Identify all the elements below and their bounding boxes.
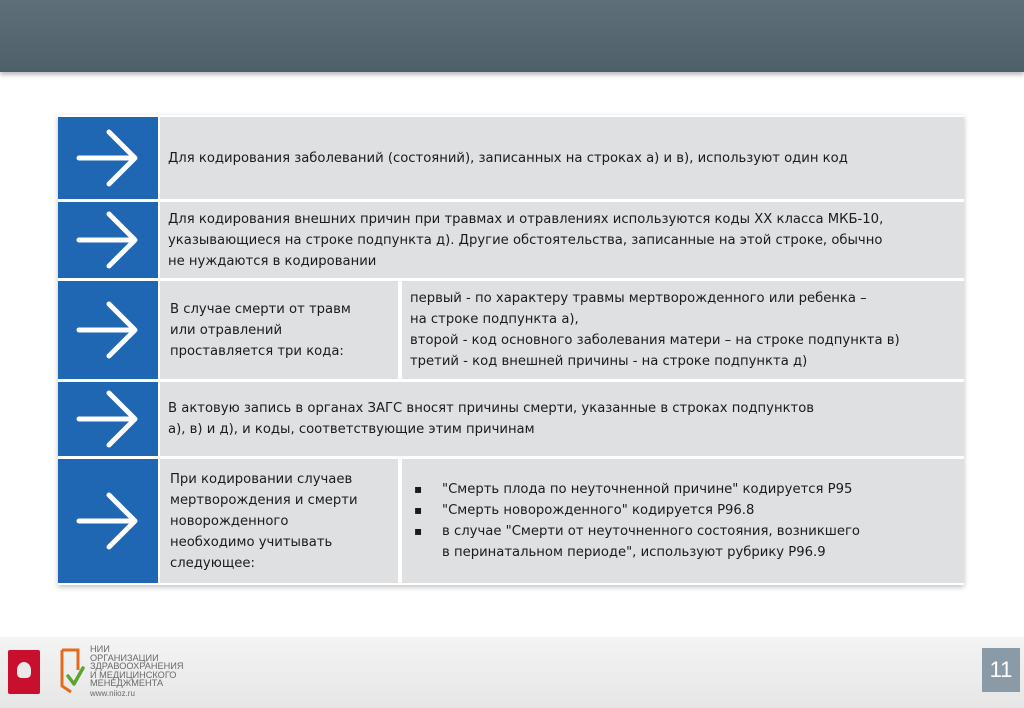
arrow-right-icon — [73, 295, 143, 365]
arrow-cell — [58, 382, 158, 456]
row-text-cell — [160, 117, 964, 199]
logo-url: www.niioz.ru — [90, 688, 135, 698]
logo-line: ЗДРАВООХРАНЕНИЯ — [90, 661, 184, 672]
institute-logo-text — [90, 645, 184, 699]
bullet-item — [410, 521, 860, 563]
row-detail-cell — [402, 281, 964, 379]
page-number: 11 — [982, 648, 1020, 692]
arrow-cell — [58, 117, 158, 199]
bullet-text: ▪ "Смерть новорожденного" кодируется P96.8 — [442, 503, 755, 518]
footer — [0, 637, 1024, 708]
institute-logo-icon — [59, 646, 85, 694]
row-label-line: мертворождения и смерти — [170, 492, 358, 508]
row-text-cell — [160, 202, 964, 278]
logo-line: МЕНЕДЖМЕНТА — [90, 678, 164, 689]
bullet-text: ▪ "Смерть плода по неуточненной причине" кодируется P95 — [442, 482, 853, 497]
row-label-line: В случае смерти от травм — [170, 301, 351, 317]
arrow-cell — [58, 459, 158, 583]
arrow-cell — [58, 281, 158, 379]
table-row — [58, 459, 964, 583]
content-table — [58, 115, 964, 585]
table-row — [58, 117, 964, 199]
row-label-line: или отравлений — [170, 322, 283, 338]
row-label-line: При кодировании случаев — [170, 471, 353, 487]
moscow-emblem-icon — [8, 650, 40, 694]
arrow-right-icon — [73, 205, 143, 275]
row-text-cell — [160, 382, 964, 456]
arrow-right-icon — [73, 486, 143, 556]
row-detail-line: второй - код основного заболевания матери – на строке подпункта в) — [410, 333, 900, 348]
logo-line: И МЕДИЦИНСКОГО — [90, 669, 177, 680]
row-detail-line: на строке подпункта а), — [410, 312, 579, 327]
row-label-cell — [160, 459, 398, 583]
row-label-cell — [160, 281, 398, 379]
table-row — [58, 281, 964, 379]
arrow-right-icon — [73, 384, 143, 454]
bullet-list — [410, 479, 860, 563]
bullet-text: ▪ в случае "Смерти от неуточненного состояния, возникшего — [442, 524, 860, 539]
row-detail-cell — [402, 459, 964, 583]
row-text-line: Для кодирования внешних причин при травмах и отравлениях используются коды XX класса МКБ-10, — [168, 211, 884, 227]
bullet-text: в перинатальном периоде", используют рубрику P96.9 — [442, 545, 826, 560]
row-text-line: а), в) и д), и коды, соответствующие этим причинам — [168, 422, 535, 437]
row-detail-line: третий - код внешней причины - на строке подпункта д) — [410, 354, 808, 369]
title-bar — [0, 0, 1024, 72]
logo-line: НИИ — [90, 644, 110, 654]
arrow-cell — [58, 202, 158, 278]
row-detail-line: первый - по характеру травмы мертворожденного или ребенка – — [410, 291, 867, 306]
table-row — [58, 382, 964, 456]
row-text-line: не нуждаются в кодировании — [168, 253, 377, 269]
row-text-line: В актовую запись в органах ЗАГС вносят причины смерти, указанные в строках подпунктов — [168, 401, 815, 416]
bullet-item — [410, 479, 860, 500]
bullet-item — [410, 500, 860, 521]
table-row — [58, 202, 964, 278]
row-label-line: новорожденного — [170, 513, 289, 529]
row-label-line: проставляется три кода: — [170, 343, 344, 359]
row-text-line: Для кодирования заболеваний (состояний), записанных на строках а) и в), используют один код — [168, 150, 848, 166]
arrow-right-icon — [73, 123, 143, 193]
row-text-line: указывающиеся на строке подпункта д). Другие обстоятельства, записанные на этой строке, обычно — [168, 232, 883, 248]
row-label-line: следующее: — [170, 555, 255, 571]
row-label-line: необходимо учитывать — [170, 534, 333, 550]
logo-line: ОРГАНИЗАЦИИ — [90, 652, 159, 663]
